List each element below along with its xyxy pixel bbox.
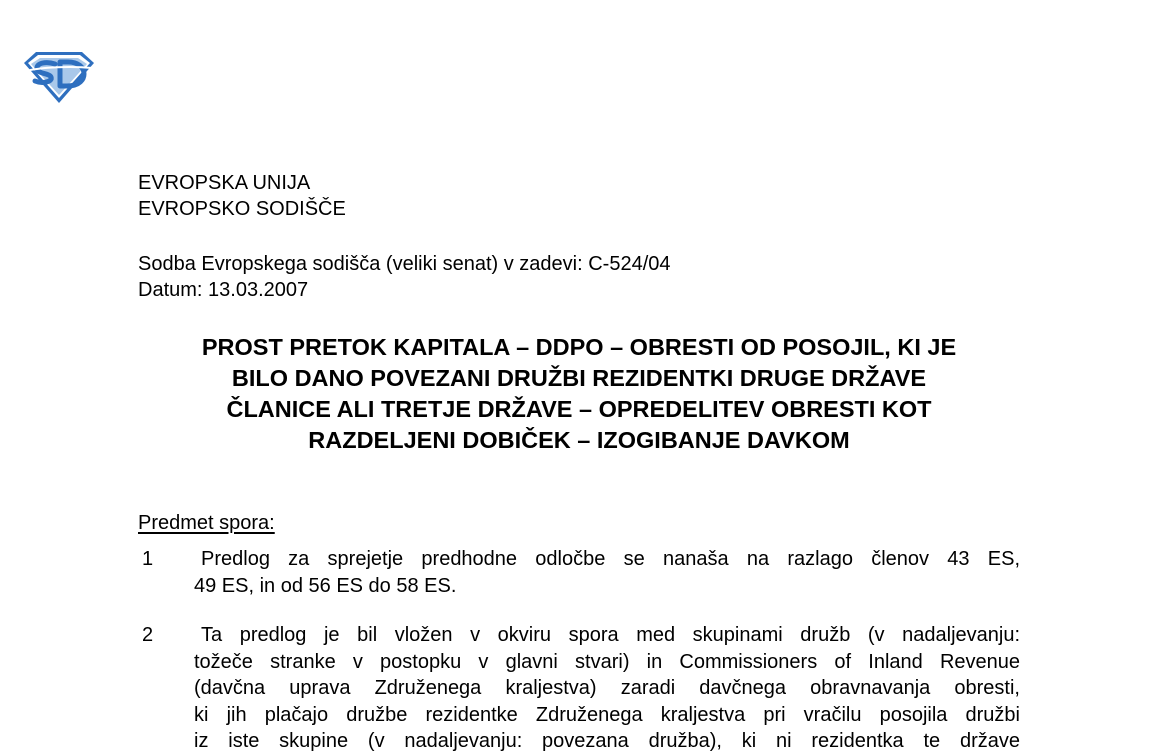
court-logo-icon: [22, 49, 96, 105]
header-line-court: EVROPSKO SODIŠČE: [138, 198, 346, 220]
title-line: PROST PRETOK KAPITALA – DDPO – OBRESTI OD POSOJIL, KI JE: [201, 334, 957, 360]
paragraph-line: 49 ES, in od 56 ES do 58 ES.: [194, 574, 457, 597]
section-heading: Predmet spora:: [138, 512, 275, 534]
paragraph-line: Predlog za sprejetje predhodne odločbe se nanaša na razlago členov 43 ES,: [201, 548, 1020, 570]
title-line: BILO DANO POVEZANI DRUŽBI REZIDENTKI DRUGE DRŽAVE: [231, 365, 927, 391]
numbered-paragraph: [138, 622, 1020, 755]
document-title: [138, 332, 1020, 456]
court-header: [138, 170, 346, 222]
paragraph-line: (davčna uprava Združenega kraljestva) zaradi davčnega obravnavanja obresti,: [194, 677, 1020, 699]
paragraph-line: Ta predlog je bil vložen v okviru spora med skupinami družb (v nadaljevanju:: [201, 624, 1020, 646]
paragraph-number: 2: [142, 624, 154, 646]
paragraph-line: iz iste skupine (v nadaljevanju: povezana družba), ki ni rezidentka te države: [194, 730, 1020, 752]
title-line: RAZDELJENI DOBIČEK – IZOGIBANJE DAVKOM: [308, 427, 850, 453]
title-line: ČLANICE ALI TRETJE DRŽAVE – OPREDELITEV OBRESTI KOT: [226, 396, 932, 422]
paragraph-line: tožeče stranke v postopku v glavni stvari) in Commissioners of Inland Revenue: [194, 650, 1020, 673]
header-line-union: EVROPSKA UNIJA: [138, 172, 311, 194]
case-reference: Sodba Evropskega sodišča (veliki senat) v zadevi: C-524/04: [138, 253, 671, 275]
case-info: [138, 251, 671, 303]
numbered-paragraph: [138, 546, 1020, 599]
paragraph-number: 1: [142, 548, 154, 570]
case-date: Datum: 13.03.2007: [138, 279, 309, 301]
paragraph-line: ki jih plačajo družbe rezidentke Združenega kraljestva pri vračilu posojila družbi: [194, 703, 1020, 726]
